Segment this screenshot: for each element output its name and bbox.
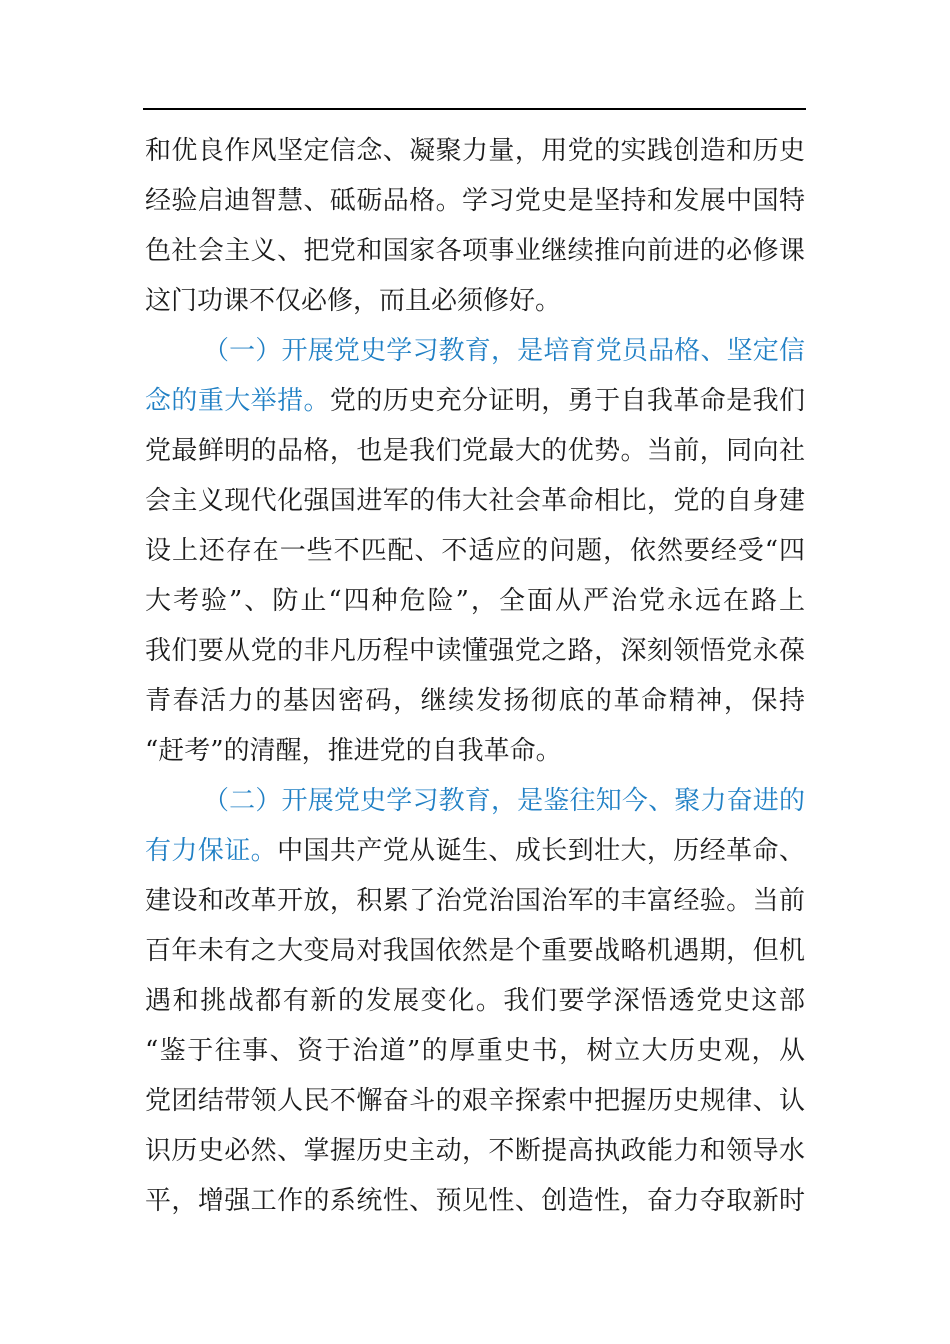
text-line: 平，增强工作的系统性、预见性、创造性，奋力夺取新时: [145, 1186, 805, 1216]
section-heading-1-cont: 念的重大举措。: [145, 386, 330, 416]
text-line: “赶考”的清醒，推进党的自我革命。: [145, 736, 562, 766]
text-line: 这门功课不仅必修，而且必须修好。: [145, 286, 562, 316]
text-line: 我们要从党的非凡历程中读懂强党之路，深刻领悟党永葆: [145, 636, 805, 666]
text-line: 识历史必然、掌握历史主动，不断提高执政能力和领导水: [145, 1136, 805, 1166]
text-line: 青春活力的基因密码，继续发扬彻底的革命精神，保持: [145, 686, 805, 716]
text-line: 设上还存在一些不匹配、不适应的问题，依然要经受“四: [145, 536, 805, 566]
text-line: 色社会主义、把党和国家各项事业继续推向前进的必修课: [145, 236, 805, 266]
section-heading-2-cont: 有力保证。: [145, 836, 278, 866]
paragraph-2: [145, 326, 805, 776]
text-line: 遇和挑战都有新的发展变化。我们要学深悟透党史这部: [145, 986, 805, 1016]
paragraph-3: [145, 776, 805, 1226]
text-line: 党团结带领人民不懈奋斗的艰辛探索中把握历史规律、认: [145, 1086, 805, 1116]
text-line: 百年未有之大变局对我国依然是个重要战略机遇期，但机: [145, 936, 805, 966]
section-heading-1: （一）开展党史学习教育，是培育党员品格、坚定信: [203, 336, 805, 366]
paragraph-1: [145, 126, 805, 326]
text-line: 建设和改革开放，积累了治党治国治军的丰富经验。当前: [145, 886, 805, 916]
text-span: 党的历史充分证明，勇于自我革命是我们: [329, 386, 805, 416]
text-line: 和优良作风坚定信念、凝聚力量，用党的实践创造和历史: [145, 136, 805, 166]
text-line: 党最鲜明的品格，也是我们党最大的优势。当前，同向社: [145, 436, 805, 466]
text-line: [145, 826, 805, 876]
header-rule: [143, 108, 806, 110]
section-heading-2: （二）开展党史学习教育，是鉴往知今、聚力奋进的: [203, 786, 805, 816]
text-span: 中国共产党从诞生、成长到壮大，历经革命、: [277, 836, 805, 866]
text-line: 经验启迪智慧、砥砺品格。学习党史是坚持和发展中国特: [145, 186, 805, 216]
text-line: 大考验”、防止“四种危险”，全面从严治党永远在路上: [145, 586, 805, 616]
text-line: [145, 376, 805, 426]
text-line: 会主义现代化强国进军的伟大社会革命相比，党的自身建: [145, 486, 805, 516]
document-body: [145, 126, 805, 1226]
text-line: “鉴于往事、资于治道”的厚重史书，树立大历史观，从: [145, 1036, 805, 1066]
